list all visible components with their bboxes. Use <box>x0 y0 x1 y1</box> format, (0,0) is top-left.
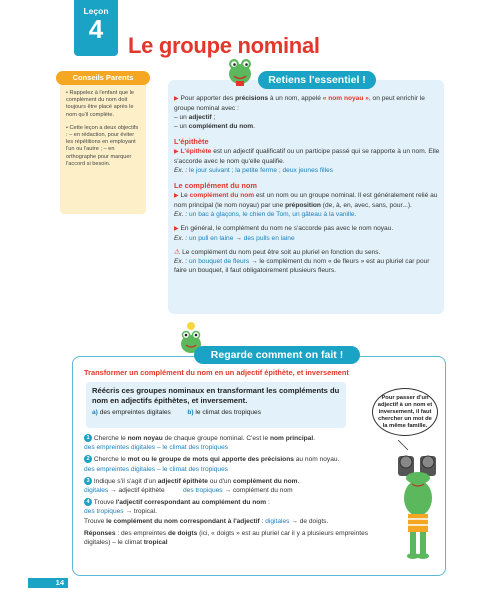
triangle-bullet-icon: ▶ <box>174 149 179 155</box>
parents-advice-box <box>60 74 146 214</box>
step3-d: complément du nom <box>233 477 298 485</box>
warning-ex-label: Ex. : <box>174 258 190 265</box>
regarde-subtitle: Transformer un complément du nom en un adjectif épithète, et inversement <box>84 368 349 377</box>
intro-text-a: Pour apporter des <box>180 95 236 102</box>
speech-bubble: Pour passer d'un adjectif à un nom et inversement, il faut chercher un mot de la même famille. <box>372 388 438 436</box>
lesson-number: 4 <box>88 14 104 44</box>
step4-line2-a: Trouve <box>84 517 107 525</box>
exercise-options <box>92 408 340 418</box>
step4-a: Trouve <box>93 499 116 507</box>
frog-binoculars-icon <box>384 440 452 564</box>
warning-text: Le complément du nom peut être soit au pluriel en fonction du sens. <box>182 249 381 256</box>
triangle-bullet-icon: ▶ <box>174 226 179 232</box>
intro-paragraph <box>174 94 442 131</box>
step2-example: des empreintes digitales – le climat des tropiques <box>84 465 229 473</box>
cdn-text-e: (de, à, en, avec, sans, pour...). <box>320 202 412 209</box>
exercise-instruction: Réécris ces groupes nominaux en transformant les compléments du nom en adjectifs épithètes, et inversement. <box>92 386 340 405</box>
epithete-heading: L'épithète <box>174 137 209 146</box>
general-ex-2: des pulls en laine <box>243 235 295 242</box>
number-circle-icon: 1 <box>84 434 92 442</box>
step1-c: de chaque groupe nominal. C'est le <box>162 435 270 442</box>
step1-a: Cherche le <box>93 435 128 442</box>
step4-ex-a: des tropiques <box>84 508 124 516</box>
arrow-right-icon: → <box>251 258 258 265</box>
regarde-title: Regarde comment on fait ! <box>194 346 360 364</box>
warning-ex-1: un bouquet de fleurs <box>189 258 250 265</box>
item2-b: complément du nom <box>188 123 254 130</box>
epithete-term: L'épithète <box>180 148 212 155</box>
answers <box>84 529 374 547</box>
answer-d: (ici, « doigts » est au pluriel car il y a plusieurs empreintes digitales) – le climat <box>84 529 369 547</box>
lesson-tab <box>74 0 118 56</box>
step4-line2-c: : <box>259 517 266 525</box>
arrow-right-icon: → <box>110 487 117 495</box>
triangle-bullet-icon: ▶ <box>174 193 179 199</box>
step4-line2-e: de doigts. <box>297 517 329 525</box>
exercise-box <box>86 382 346 428</box>
cdn-text-b: complément du nom <box>189 192 255 199</box>
epithete-ex-label: Ex. : <box>174 167 190 174</box>
step3-e: . <box>297 477 300 485</box>
lesson-label: Leçon <box>83 6 109 16</box>
step1-e: . <box>313 435 316 442</box>
step-2 <box>84 455 374 473</box>
general-ex-1: un pull en laine <box>189 235 234 242</box>
general-paragraph <box>174 224 442 243</box>
step3-ex2-b: complément du nom <box>231 487 293 495</box>
parents-advice-text-1: • Rappelez à l'enfant que le complément du nom doit toujours être placé après le nom qu'il complète. <box>66 90 135 118</box>
item1-b: adjectif <box>188 114 212 121</box>
triangle-bullet-icon: ▶ <box>174 96 179 102</box>
parents-advice-title: Conseils Parents <box>56 71 150 85</box>
general-text: En général, le complément du nom ne s'accorde pas avec le nom noyau. <box>180 225 394 232</box>
warning-icon: ⚠ <box>174 249 181 256</box>
number-circle-icon: 2 <box>84 455 92 463</box>
arrow-right-icon: → <box>291 517 298 525</box>
cdn-text-d: préposition <box>285 202 321 209</box>
answer-c: de doigts <box>167 529 198 537</box>
warning-paragraph <box>174 248 442 275</box>
number-circle-icon: 4 <box>84 498 92 506</box>
option-a-label: a) <box>92 409 98 416</box>
cdn-text-c: est un nom ou un groupe nominal. Il est généralement relié au nom principal (le nom noyau) par une <box>174 192 438 209</box>
item1-a: – un <box>174 114 189 121</box>
epithete-example: le jour suivant ; la petite ferme ; deux jeunes filles <box>189 167 334 174</box>
step-1 <box>84 434 374 452</box>
step3-ex1-b: adjectif épithète <box>116 487 165 495</box>
cdn-ex-label: Ex. : <box>174 211 190 218</box>
option-a: des empreintes digitales <box>99 409 171 416</box>
answer-b: : des empreintes <box>115 529 168 537</box>
step3-b: adjectif épithète <box>157 477 208 485</box>
answer-e: tropical <box>143 539 168 547</box>
warning-ex-2: le complément du nom « de fleurs » est au pluriel car pour faire un bouquet, il faut obligatoirement plusieurs fleurs. <box>174 258 430 274</box>
step2-c: au nom noyau. <box>293 456 340 464</box>
item2-a: – un <box>174 123 189 130</box>
step4-c: : <box>266 499 270 507</box>
option-b: le climat des tropiques <box>195 409 262 416</box>
arrow-right-icon: → <box>224 487 232 495</box>
epithete-definition: est un adjectif qualificatif ou un participe passé qui se rapporte à un nom. Elle s'accorde avec le nom qu'elle qualifie. <box>174 148 440 165</box>
step4-ex-b: tropical. <box>132 508 157 516</box>
arrow-right-icon: → <box>125 508 133 516</box>
intro-text-b: précisions <box>235 95 269 102</box>
step3-ex2-a: des tropiques <box>183 487 223 495</box>
page-number: 14 <box>28 578 68 588</box>
general-ex-label: Ex. : <box>174 235 190 242</box>
answers-label: Réponses <box>84 529 116 537</box>
option-b-label: b) <box>187 409 194 416</box>
essential-title: Retiens l'essentiel ! <box>258 71 376 89</box>
steps-list <box>84 434 374 547</box>
step4-b: l'adjectif correspondant au complément du nom <box>115 499 267 507</box>
essential-content <box>174 94 442 280</box>
item1-c: ; <box>211 114 216 121</box>
step3-ex1-a: digitales <box>84 487 109 495</box>
cdn-heading: Le complément du nom <box>174 181 257 190</box>
step4-line2-b: le complément du nom correspondant à l'adjectif <box>106 517 260 525</box>
step2-a: Cherche le <box>93 456 128 464</box>
item2-c: . <box>253 123 255 130</box>
step3-c: ou d'un <box>207 477 234 485</box>
step3-a: Indique s'il s'agit d'un <box>93 477 158 485</box>
frog-mascot-icon <box>222 52 258 88</box>
cdn-paragraph <box>174 191 442 219</box>
parents-advice-text-2: • Cette leçon a deux objectifs : – en rédaction, pour éviter les répétitions en employant l'un ou l'autre ; – en orthographe pour marquer l'accord si besoin. <box>66 124 139 167</box>
step-4 <box>84 498 374 526</box>
arrow-right-icon: → <box>235 235 242 242</box>
intro-text-e: , on peut enrichir le groupe nominal avec : <box>174 95 425 112</box>
page-title: Le groupe nominal <box>128 33 320 58</box>
number-circle-icon: 3 <box>84 477 92 485</box>
cdn-example: un bac à glaçons, le chien de Tom, un gâteau à la vanille. <box>189 211 357 218</box>
step-3 <box>84 477 374 495</box>
intro-text-d: « nom noyau » <box>322 95 369 102</box>
step1-b: nom noyau <box>127 435 163 442</box>
step4-line2-d: digitales <box>265 517 290 525</box>
step1-d: nom principal <box>269 435 314 442</box>
intro-text-c: à un nom, appelé <box>268 95 323 102</box>
step1-example: des empreintes digitales – le climat des tropiques <box>84 444 229 452</box>
cdn-text-a: Le <box>180 192 190 199</box>
epithete-paragraph <box>174 147 442 175</box>
step2-b: mot ou le groupe de mots qui apporte des précisions <box>127 456 294 464</box>
